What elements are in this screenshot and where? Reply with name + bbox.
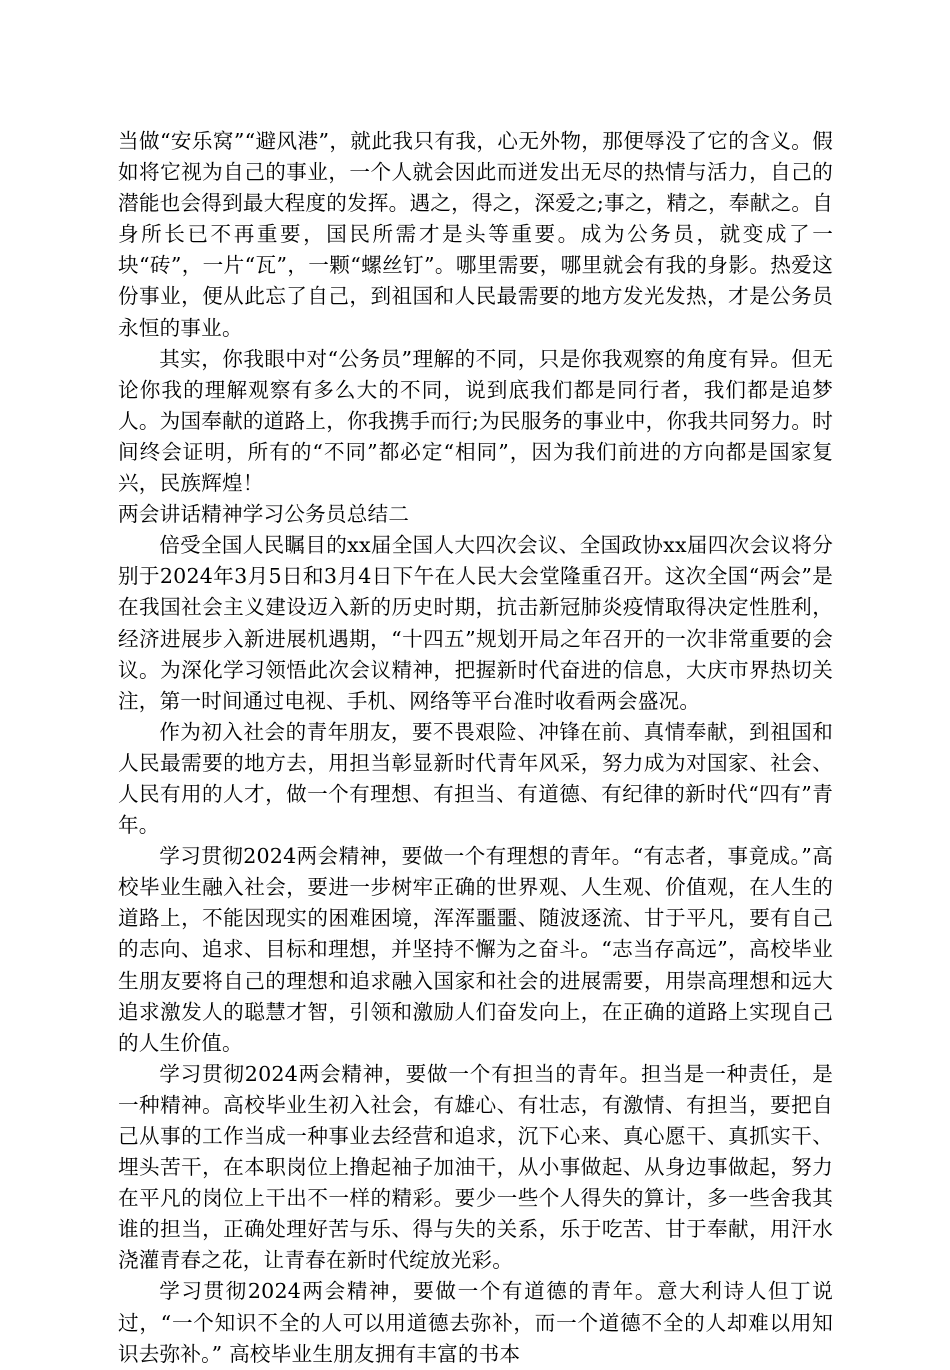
paragraph: 作为初入社会的青年朋友，要不畏艰险、冲锋在前、真情奉献，到祖国和人民最需要的地方去，用担当彰显新时代青年风采，努力成为对国家、社会、人民有用的人才，做一个有理想、有担当、有道德、有纪律的新时代“四有”青年。: [118, 719, 833, 838]
paragraph-continued: 当做“安乐窝”“避风港”，就此我只有我，心无外物，那便辱没了它的含义。假如将它视为自己的事业，一个人就会因此而迸发出无尽的热情与活力，自己的潜能也会得到最大程度的发挥。遇之，得之，深爱之;事之，精之，奉献之。自身所长已不再重要，国民所需才是头等重要。成为公务员，就变成了一块“砖”，一片“瓦”，一颗“螺丝钉”。哪里需要，哪里就会有我的身影。热爱这份事业，便从此忘了自己，到祖国和人民最需要的地方发光发热，才是公务员永恒的事业。: [118, 129, 833, 340]
paragraph: 学习贯彻2024两会精神，要做一个有担当的青年。担当是一种责任，是一种精神。高校毕业生初入社会，有雄心、有壮志，有激情、有担当，要把自己从事的工作当成一种事业去经营和追求，沉下心来、真心愿干、真抓实干、埋头苦干，在本职岗位上撸起袖子加油干，从小事做起、从身边事做起，努力在平凡的岗位上干出不一样的精彩。要少一些个人得失的算计，多一些舍我其谁的担当，正确处理好苦与乐、得与失的关系，乐于吃苦、甘于奉献，用汗水浇灌青春之花，让青春在新时代绽放光彩。: [118, 1061, 833, 1273]
paragraph: 学习贯彻2024两会精神，要做一个有道德的青年。意大利诗人但丁说过，“一个知识不全的人可以用道德去弥补，而一个道德不全的人却难以用知识去弥补。” 高校毕业生朋友拥有丰富的书本: [118, 1279, 833, 1366]
document-body: [118, 126, 833, 1370]
paragraph: 学习贯彻2024两会精神，要做一个有理想的青年。“有志者，事竟成。”高校毕业生融入社会，要进一步树牢正确的世界观、人生观、价值观，在人生的道路上，不能因现实的困难困境，浑浑噩噩、随波逐流、甘于平凡，要有自己的志向、追求、目标和理想，并坚持不懈为之奋斗。“志当存高远”，高校毕业生朋友要将自己的理想和追求融入国家和社会的进展需要，用崇高理想和远大追求激发人的聪慧才智，引领和激励人们奋发向上，在正确的道路上实现自己的人生价值。: [118, 844, 833, 1055]
section-title: 两会讲话精神学习公务员总结二: [118, 502, 410, 527]
paragraph: 其实，你我眼中对“公务员”理解的不同，只是你我观察的角度有异。但无论你我的理解观察有多么大的不同，说到底我们都是同行者，我们都是追梦人。为国奉献的道路上，你我携手而行;为民服务的事业中，你我共同努力。时间终会证明，所有的“不同”都必定“相同”，因为我们前进的方向都是国家复兴，民族辉煌！: [118, 346, 833, 496]
paragraph: 倍受全国人民瞩目的xx届全国人大四次会议、全国政协xx届四次会议将分别于2024年3月5日和3月4日下午在人民大会堂隆重召开。这次全国“两会”是在我国社会主义建设迈入新的历史时期，抗击新冠肺炎疫情取得决定性胜利，经济进展步入新进展机遇期，“十四五”规划开局之年召开的一次非常重要的会议。为深化学习领悟此次会议精神，把握新时代奋进的信息，大庆市界热切关注，第一时间通过电视、手机、网络等平台准时收看两会盛况。: [118, 533, 833, 713]
